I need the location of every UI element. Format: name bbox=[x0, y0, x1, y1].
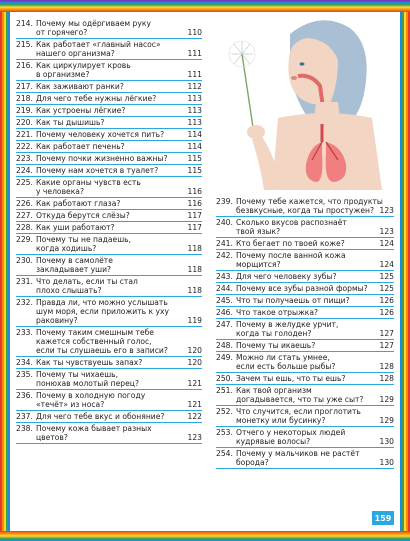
entry-number: 224. bbox=[16, 166, 33, 175]
toc-entry bbox=[216, 295, 394, 307]
toc-entry bbox=[216, 307, 394, 319]
entry-page: 124 bbox=[379, 239, 394, 248]
toc-entry bbox=[216, 340, 394, 352]
entry-number: 225. bbox=[16, 178, 33, 187]
entry-number: 241. bbox=[216, 239, 233, 248]
entry-title: Как твой организм догадывается, что ты уже сыт? bbox=[236, 386, 364, 404]
toc-entry bbox=[16, 198, 202, 210]
entry-number: 253. bbox=[216, 428, 233, 437]
entry-title: Почему почки жизненно важны? bbox=[36, 154, 168, 163]
entry-title: Как работает печень? bbox=[36, 142, 125, 151]
entry-number: 218. bbox=[16, 94, 33, 103]
toc-entry bbox=[16, 141, 202, 153]
border-stripe bbox=[404, 0, 406, 541]
toc-entry bbox=[16, 153, 202, 165]
entry-title: Почему мы одёргиваем руку от горячего? bbox=[36, 19, 151, 37]
toc-entry bbox=[16, 105, 202, 117]
toc-entry bbox=[216, 448, 394, 469]
entry-page: 128 bbox=[379, 374, 394, 383]
entry-number: 219. bbox=[16, 106, 33, 115]
toc-entry bbox=[16, 165, 202, 177]
entry-page: 126 bbox=[379, 296, 394, 305]
entry-page: 113 bbox=[187, 118, 202, 127]
toc-entry bbox=[16, 210, 202, 222]
entry-number: 220. bbox=[16, 118, 33, 127]
toc-entry bbox=[16, 81, 202, 93]
entry-number: 240. bbox=[216, 218, 233, 227]
entry-page: 121 bbox=[187, 400, 202, 409]
entry-number: 245. bbox=[216, 296, 233, 305]
entry-title: Почему в желудке урчит, когда ты голоден? bbox=[236, 320, 339, 338]
entry-number: 227. bbox=[16, 211, 33, 220]
entry-number: 243. bbox=[216, 272, 233, 281]
toc-entry bbox=[216, 196, 394, 217]
toc-entry bbox=[216, 352, 394, 373]
entry-page: 122 bbox=[187, 412, 202, 421]
entry-title: Почему таким смешным тебе кажется собственный голос, если ты слушаешь его в записи? bbox=[36, 328, 168, 355]
entry-page: 113 bbox=[187, 106, 202, 115]
entry-page: 128 bbox=[379, 362, 394, 371]
entry-number: 231. bbox=[16, 277, 33, 286]
toc-entry bbox=[216, 406, 394, 427]
entry-title: Какие органы чувств есть у человека? bbox=[36, 178, 141, 196]
entry-title: Что такое отрыжка? bbox=[236, 308, 319, 317]
toc-entry bbox=[16, 369, 202, 390]
entry-title: Почему в самолёте закладывает уши? bbox=[36, 256, 113, 274]
entry-page: 112 bbox=[187, 82, 202, 91]
entry-title: Как ты дышишь? bbox=[36, 118, 105, 127]
toc-entry bbox=[16, 234, 202, 255]
entry-page: 117 bbox=[187, 211, 202, 220]
entry-page: 115 bbox=[187, 166, 202, 175]
toc-right-column bbox=[216, 196, 394, 469]
toc-left-column bbox=[16, 18, 202, 444]
entry-page: 116 bbox=[187, 199, 202, 208]
entry-number: 217. bbox=[16, 82, 33, 91]
toc-entry bbox=[16, 276, 202, 297]
entry-page: 121 bbox=[187, 379, 202, 388]
entry-number: 238. bbox=[16, 424, 33, 433]
entry-page: 118 bbox=[187, 244, 202, 253]
toc-entry bbox=[216, 238, 394, 250]
entry-page: 129 bbox=[379, 395, 394, 404]
entry-title: Для чего тебе нужны лёгкие? bbox=[36, 94, 157, 103]
toc-entry bbox=[16, 93, 202, 105]
entry-number: 229. bbox=[16, 235, 33, 244]
entry-title: Откуда берутся слёзы? bbox=[36, 211, 130, 220]
entry-page: 120 bbox=[187, 346, 202, 355]
entry-number: 239. bbox=[216, 197, 233, 206]
toc-entry bbox=[216, 319, 394, 340]
entry-page: 111 bbox=[187, 49, 202, 58]
toc-entry bbox=[16, 18, 202, 39]
entry-page: 110 bbox=[187, 28, 202, 37]
entry-number: 228. bbox=[16, 223, 33, 232]
toc-entry bbox=[216, 427, 394, 448]
entry-title: Почему ты икаешь? bbox=[236, 341, 316, 350]
entry-title: Как ты чувствуешь запах? bbox=[36, 358, 143, 367]
entry-title: Почему нам хочется в туалет? bbox=[36, 166, 159, 175]
page-number-badge: 159 bbox=[372, 511, 394, 525]
toc-entry bbox=[216, 385, 394, 406]
entry-title: Почему ты не падаешь, когда ходишь? bbox=[36, 235, 132, 253]
entry-page: 118 bbox=[187, 265, 202, 274]
toc-entry bbox=[216, 271, 394, 283]
entry-title: Почему все зубы разной формы? bbox=[236, 284, 368, 293]
toc-entry bbox=[16, 423, 202, 444]
entry-page: 123 bbox=[379, 227, 394, 236]
entry-number: 236. bbox=[16, 391, 33, 400]
entry-title: Почему тебе кажется, что продукты безвкусные, когда ты простужен? bbox=[236, 197, 383, 215]
entry-number: 248. bbox=[216, 341, 233, 350]
entry-title: Как устроены лёгкие? bbox=[36, 106, 126, 115]
entry-title: Как уши работают? bbox=[36, 223, 115, 232]
entry-title: Как циркулирует кровь в организме? bbox=[36, 61, 131, 79]
entry-number: 221. bbox=[16, 130, 33, 139]
entry-page: 124 bbox=[379, 260, 394, 269]
entry-title: Что делать, если ты стал плохо слышать? bbox=[36, 277, 138, 295]
toc-entry bbox=[216, 283, 394, 295]
toc-entry bbox=[16, 60, 202, 81]
entry-page: 116 bbox=[187, 187, 202, 196]
toc-entry bbox=[16, 327, 202, 357]
entry-number: 252. bbox=[216, 407, 233, 416]
entry-title: Почему человеку хочется пить? bbox=[36, 130, 165, 139]
border-bottom bbox=[0, 531, 410, 541]
entry-title: Кто бегает по твоей коже? bbox=[236, 239, 345, 248]
toc-page bbox=[10, 12, 400, 531]
entry-page: 120 bbox=[187, 358, 202, 367]
entry-number: 237. bbox=[16, 412, 33, 421]
entry-title: Для чего тебе вкус и обоняние? bbox=[36, 412, 165, 421]
entry-number: 230. bbox=[16, 256, 33, 265]
entry-page: 125 bbox=[379, 284, 394, 293]
entry-number: 222. bbox=[16, 142, 33, 151]
entry-page: 117 bbox=[187, 223, 202, 232]
entry-number: 233. bbox=[16, 328, 33, 337]
entry-title: Сколько вкусов распознаёт твой язык? bbox=[236, 218, 347, 236]
toc-entry bbox=[16, 390, 202, 411]
toc-entry bbox=[216, 250, 394, 271]
entry-page: 111 bbox=[187, 70, 202, 79]
entry-title: Зачем ты ешь, что ты ешь? bbox=[236, 374, 346, 383]
entry-title: Почему в холодную погоду «течёт» из носа? bbox=[36, 391, 146, 409]
toc-entry bbox=[216, 217, 394, 238]
entry-title: Почему после ванной кожа морщится? bbox=[236, 251, 346, 269]
toc-entry bbox=[16, 177, 202, 198]
toc-entry bbox=[16, 255, 202, 276]
entry-number: 234. bbox=[16, 358, 33, 367]
entry-title: Почему кожа бывает разных цветов? bbox=[36, 424, 152, 442]
entry-number: 254. bbox=[216, 449, 233, 458]
entry-page: 119 bbox=[187, 316, 202, 325]
entry-page: 113 bbox=[187, 94, 202, 103]
entry-page: 130 bbox=[379, 437, 394, 446]
entry-title: Что случится, если проглотить монетку или бусинку? bbox=[236, 407, 361, 425]
entry-number: 232. bbox=[16, 298, 33, 307]
toc-entry bbox=[16, 39, 202, 60]
entry-page: 118 bbox=[187, 286, 202, 295]
entry-title: Отчего у некоторых людей кудрявые волосы? bbox=[236, 428, 346, 446]
entry-number: 251. bbox=[216, 386, 233, 395]
entry-number: 250. bbox=[216, 374, 233, 383]
toc-entry bbox=[16, 222, 202, 234]
toc-entry bbox=[16, 129, 202, 141]
entry-page: 114 bbox=[187, 142, 202, 151]
entry-page: 129 bbox=[379, 416, 394, 425]
entry-number: 223. bbox=[16, 154, 33, 163]
entry-number: 249. bbox=[216, 353, 233, 362]
entry-number: 216. bbox=[16, 61, 33, 70]
entry-number: 214. bbox=[16, 19, 33, 28]
border-stripe bbox=[406, 0, 408, 541]
entry-number: 235. bbox=[16, 370, 33, 379]
entry-title: Как работает «главный насос» нашего организма? bbox=[36, 40, 161, 58]
entry-page: 114 bbox=[187, 130, 202, 139]
entry-page: 123 bbox=[187, 433, 202, 442]
entry-number: 246. bbox=[216, 308, 233, 317]
entry-title: Для чего человеку зубы? bbox=[236, 272, 337, 281]
entry-page: 123 bbox=[379, 206, 394, 215]
entry-number: 242. bbox=[216, 251, 233, 260]
entry-number: 244. bbox=[216, 284, 233, 293]
border-stripe bbox=[402, 0, 404, 541]
entry-title: Как работают глаза? bbox=[36, 199, 121, 208]
entry-page: 126 bbox=[379, 308, 394, 317]
entry-page: 115 bbox=[187, 154, 202, 163]
border-top bbox=[0, 0, 410, 12]
entry-page: 127 bbox=[379, 329, 394, 338]
toc-entry bbox=[16, 297, 202, 327]
girl-lungs-illustration bbox=[220, 14, 390, 190]
toc-entry bbox=[16, 411, 202, 423]
entry-number: 226. bbox=[16, 199, 33, 208]
entry-page: 125 bbox=[379, 272, 394, 281]
border-stripe bbox=[400, 0, 402, 541]
entry-title: Почему ты чихаешь, понюхав молотый перец? bbox=[36, 370, 139, 388]
entry-title: Как заживают ранки? bbox=[36, 82, 124, 91]
entry-number: 247. bbox=[216, 320, 233, 329]
toc-entry bbox=[216, 373, 394, 385]
toc-entry bbox=[16, 357, 202, 369]
entry-page: 130 bbox=[379, 458, 394, 467]
toc-entry bbox=[16, 117, 202, 129]
entry-number: 215. bbox=[16, 40, 33, 49]
entry-title: Что ты получаешь от пищи? bbox=[236, 296, 350, 305]
entry-title: Можно ли стать умнее, если есть больше рыбы? bbox=[236, 353, 336, 371]
entry-title: Правда ли, что можно услышать шум моря, если приложить к уху раковину? bbox=[36, 298, 170, 325]
entry-page: 127 bbox=[379, 341, 394, 350]
entry-title: Почему у мальчиков не растёт борода? bbox=[236, 449, 360, 467]
